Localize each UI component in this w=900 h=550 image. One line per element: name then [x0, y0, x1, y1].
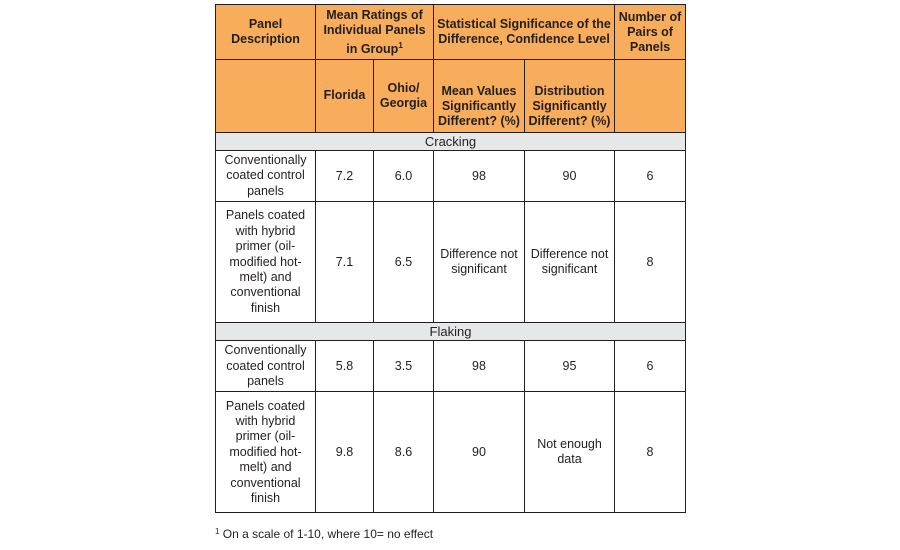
cell-mean-values: Difference not significant: [434, 202, 525, 323]
header-statistical-significance: Statistical Significance of the Difference, Confidence Level: [434, 5, 615, 60]
cell-mean-values: 90: [434, 392, 525, 513]
cell-ohio-georgia: 8.6: [374, 392, 434, 513]
header-empty-desc: [216, 60, 316, 133]
section-title-flaking: Flaking: [216, 323, 686, 341]
cell-distribution: Not enough data: [525, 392, 615, 513]
section-row-flaking: [216, 323, 686, 341]
cell-pairs: 6: [615, 341, 686, 392]
cell-florida: 9.8: [316, 392, 374, 513]
header-row-top: [216, 5, 686, 60]
header-distribution-significant: Distribution Significantly Different? (%): [525, 60, 615, 133]
cell-pairs: 8: [615, 392, 686, 513]
cell-florida: 5.8: [316, 341, 374, 392]
header-florida: Florida: [316, 60, 374, 133]
section-title-cracking: Cracking: [216, 133, 686, 151]
header-mean-ratings-text: Mean Ratings of Individual Panels in Group: [323, 7, 426, 56]
cell-distribution: 95: [525, 341, 615, 392]
cell-ohio-georgia: 6.0: [374, 151, 434, 202]
cell-mean-values: 98: [434, 151, 525, 202]
header-mean-ratings: [316, 5, 434, 60]
row-description: Panels coated with hybrid primer (oil-modified hot-melt) and conventional finish: [216, 202, 316, 323]
cell-pairs: 8: [615, 202, 686, 323]
footnote-text: On a scale of 1-10, where 10= no effect: [219, 527, 434, 541]
cell-distribution: 90: [525, 151, 615, 202]
table-row: [216, 341, 686, 392]
ratings-table: [215, 4, 686, 513]
header-number-of-pairs: Number of Pairs of Panels: [615, 5, 686, 60]
footnote: [215, 527, 433, 541]
table-row: [216, 202, 686, 323]
row-description: Conventionally coated control panels: [216, 341, 316, 392]
cell-pairs: 6: [615, 151, 686, 202]
row-description: Panels coated with hybrid primer (oil-modified hot-melt) and conventional finish: [216, 392, 316, 513]
section-row-cracking: [216, 133, 686, 151]
cell-ohio-georgia: 3.5: [374, 341, 434, 392]
row-description: Conventionally coated control panels: [216, 151, 316, 202]
cell-mean-values: 98: [434, 341, 525, 392]
ratings-table-container: [215, 4, 685, 513]
footnote-marker: 1: [215, 527, 220, 536]
header-ohio-georgia: Ohio/ Georgia: [374, 60, 434, 133]
table-row: [216, 151, 686, 202]
cell-florida: 7.2: [316, 151, 374, 202]
header-panel-description: Panel Description: [216, 5, 316, 60]
header-empty-pairs: [615, 60, 686, 133]
header-mean-values-significant: Mean Values Significantly Different? (%): [434, 60, 525, 133]
table-row: [216, 392, 686, 513]
footnote-ref: 1: [398, 40, 403, 50]
cell-florida: 7.1: [316, 202, 374, 323]
header-row-sub: [216, 60, 686, 133]
cell-distribution: Difference not significant: [525, 202, 615, 323]
cell-ohio-georgia: 6.5: [374, 202, 434, 323]
